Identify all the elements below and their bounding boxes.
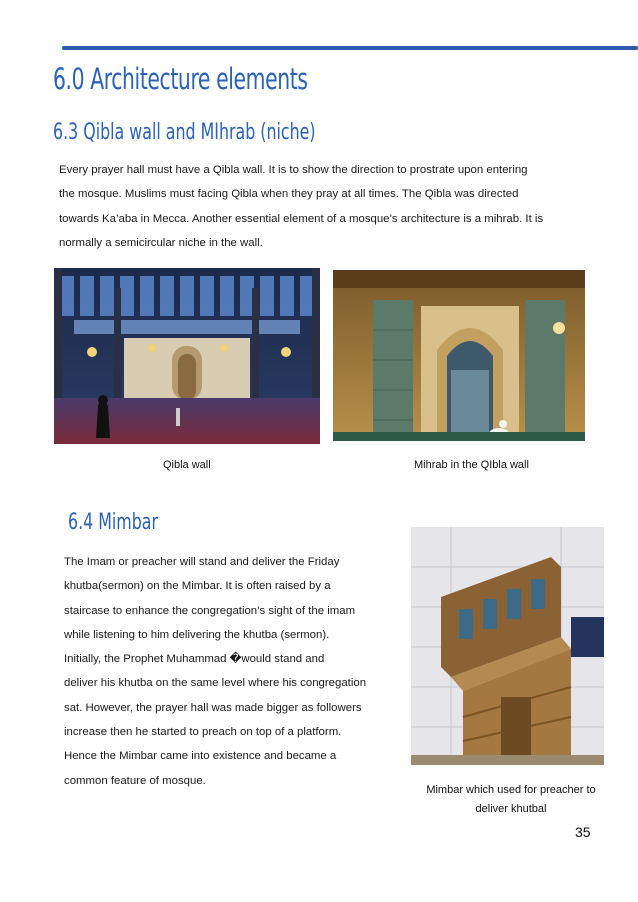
- paragraph-line: khutba(sermon) on the Mimbar. It is often raised by a: [64, 580, 331, 593]
- paragraph-line: the mosque. Muslims must facing Qibla when they pray at all times. The Qibla was directed: [59, 188, 519, 201]
- qibla-paragraph: [59, 158, 579, 255]
- caption-mihrab: Mihrab in the QIbla wall: [414, 459, 529, 471]
- paragraph-line: towards Ka’aba in Mecca. Another essential element of a mosque’s architecture is a mihrab. It is: [59, 212, 544, 225]
- paragraph-line: staircase to enhance the congregation’s sight of the imam: [64, 604, 356, 617]
- mimbar-paragraph: [64, 550, 394, 793]
- caption-qibla-wall: Qibla wall: [163, 459, 211, 471]
- caption-line: Mimbar which used for preacher to: [426, 784, 596, 796]
- section-title-mimbar: 6.4 Mimbar: [68, 510, 158, 535]
- section-title-qibla: 6.3 Qibla wall and MIhrab (niche): [53, 120, 316, 145]
- caption-mimbar: [414, 781, 608, 819]
- caption-line: deliver khutbal: [475, 803, 547, 815]
- qibla-wall-photo: [54, 268, 320, 444]
- paragraph-line: while listening to him delivering the khutba (sermon).: [64, 628, 330, 641]
- paragraph-line: normally a semicircular niche in the wall.: [59, 236, 263, 249]
- paragraph-line: Every prayer hall must have a Qibla wall. It is to show the direction to prostrate upon entering: [59, 164, 528, 176]
- mihrab-photo: [333, 270, 585, 441]
- paragraph-line: Initially, the Prophet Muhammad �would stand and: [64, 653, 325, 666]
- paragraph-line: common feature of mosque.: [64, 774, 206, 787]
- page-number: 35: [575, 824, 591, 840]
- paragraph-line: deliver his khutba on the same level where his congregation: [64, 677, 367, 690]
- paragraph-line: sat. However, the prayer hall was made bigger as followers: [64, 701, 362, 714]
- paragraph-line: Hence the Mimbar came into existence and became a: [64, 750, 337, 763]
- paragraph-line: The Imam or preacher will stand and deliver the Friday: [64, 556, 340, 568]
- mimbar-photo: [411, 527, 604, 765]
- page-heading: 6.0 Architecture elements: [53, 62, 308, 96]
- top-rule: [62, 46, 638, 50]
- paragraph-line: increase then he started to preach on top of a platform.: [64, 726, 342, 739]
